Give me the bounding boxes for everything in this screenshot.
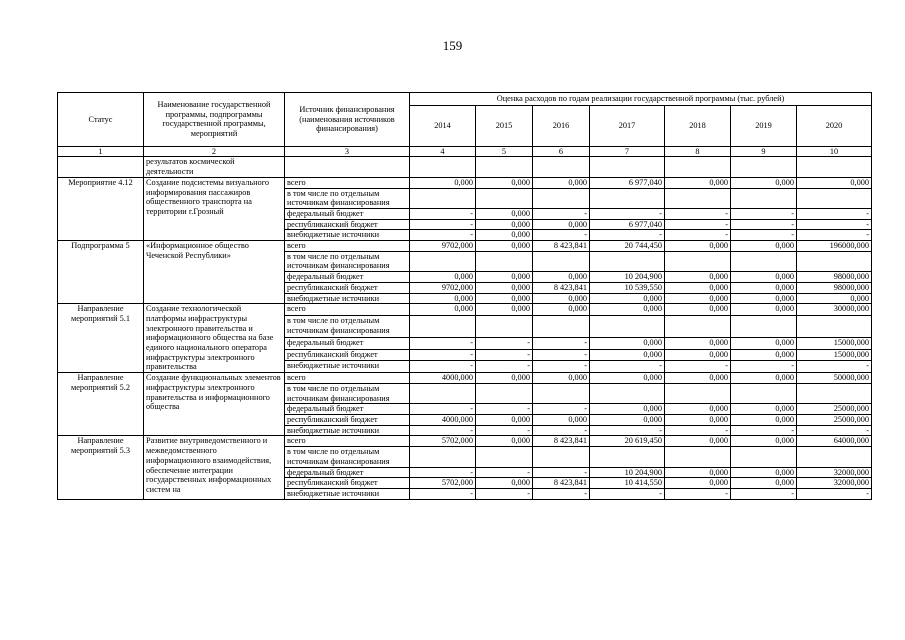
value-cell: 0,000	[533, 219, 590, 230]
source-cell: в том числе по отдельным источникам финансирования	[285, 383, 410, 403]
value-cell: -	[410, 208, 476, 219]
value-cell: -	[533, 404, 590, 415]
value-cell: 0,000	[731, 293, 797, 304]
value-cell	[590, 251, 665, 271]
value-cell: 0,000	[731, 338, 797, 350]
value-cell: 0,000	[731, 404, 797, 415]
status-cell	[58, 157, 144, 177]
value-cell	[731, 251, 797, 271]
value-cell: 0,000	[797, 293, 872, 304]
value-cell	[590, 447, 665, 467]
value-cell: 0,000	[476, 208, 533, 219]
column-number-row	[58, 146, 872, 157]
source-cell: федеральный бюджет	[285, 338, 410, 350]
value-cell: 0,000	[665, 272, 731, 283]
value-cell: 0,000	[731, 349, 797, 361]
source-cell: республиканский бюджет	[285, 219, 410, 230]
header-year: 2020	[797, 105, 872, 146]
column-number: 4	[410, 146, 476, 157]
header-year: 2017	[590, 105, 665, 146]
value-cell: 32000,000	[797, 478, 872, 489]
value-cell: 0,000	[665, 436, 731, 447]
source-cell: федеральный бюджет	[285, 467, 410, 478]
value-cell: 8 423,841	[533, 241, 590, 252]
value-cell: 0,000	[731, 373, 797, 384]
value-cell: -	[797, 208, 872, 219]
value-cell	[533, 188, 590, 208]
value-cell: 0,000	[731, 304, 797, 316]
value-cell: -	[533, 467, 590, 478]
value-cell: 0,000	[476, 219, 533, 230]
value-cell: 8 423,841	[533, 478, 590, 489]
value-cell: -	[665, 208, 731, 219]
source-cell: федеральный бюджет	[285, 404, 410, 415]
source-cell: всего	[285, 436, 410, 447]
value-cell: 10 204,900	[590, 272, 665, 283]
source-cell: федеральный бюджет	[285, 208, 410, 219]
value-cell: -	[797, 361, 872, 373]
value-cell: -	[410, 338, 476, 350]
value-cell	[590, 383, 665, 403]
source-cell: внебюджетные источники	[285, 425, 410, 436]
value-cell	[665, 157, 731, 177]
value-cell: -	[590, 208, 665, 219]
value-cell: 0,000	[476, 414, 533, 425]
value-cell: -	[731, 208, 797, 219]
value-cell: 98000,000	[797, 272, 872, 283]
value-cell: 0,000	[476, 230, 533, 241]
value-cell: 30000,000	[797, 304, 872, 316]
value-cell: 0,000	[476, 282, 533, 293]
value-cell: -	[533, 361, 590, 373]
value-cell: -	[533, 488, 590, 499]
column-number: 5	[476, 146, 533, 157]
source-cell: внебюджетные источники	[285, 230, 410, 241]
value-cell: 0,000	[590, 414, 665, 425]
header-year: 2015	[476, 105, 533, 146]
value-cell: 0,000	[665, 478, 731, 489]
value-cell: 0,000	[533, 373, 590, 384]
header-year: 2014	[410, 105, 476, 146]
value-cell	[731, 157, 797, 177]
value-cell	[797, 188, 872, 208]
value-cell: 9702,000	[410, 241, 476, 252]
value-cell	[476, 383, 533, 403]
source-cell: всего	[285, 177, 410, 188]
table-row	[58, 436, 872, 447]
source-cell: федеральный бюджет	[285, 272, 410, 283]
header-year: 2018	[665, 105, 731, 146]
value-cell: -	[410, 349, 476, 361]
value-cell: -	[476, 425, 533, 436]
value-cell: -	[476, 338, 533, 350]
source-cell: всего	[285, 241, 410, 252]
value-cell	[410, 188, 476, 208]
header-status: Статус	[58, 93, 144, 147]
value-cell: 50000,000	[797, 373, 872, 384]
value-cell: 0,000	[476, 436, 533, 447]
column-number: 8	[665, 146, 731, 157]
value-cell: -	[410, 230, 476, 241]
value-cell	[797, 383, 872, 403]
value-cell: -	[533, 230, 590, 241]
value-cell	[797, 315, 872, 337]
value-cell	[731, 447, 797, 467]
value-cell	[533, 251, 590, 271]
value-cell	[410, 251, 476, 271]
value-cell: -	[533, 338, 590, 350]
value-cell: -	[665, 361, 731, 373]
value-cell: -	[476, 349, 533, 361]
value-cell: 0,000	[410, 272, 476, 283]
value-cell: 0,000	[476, 478, 533, 489]
value-cell: 0,000	[665, 338, 731, 350]
value-cell: 20 619,450	[590, 436, 665, 447]
value-cell	[476, 315, 533, 337]
source-cell: республиканский бюджет	[285, 349, 410, 361]
value-cell	[731, 315, 797, 337]
value-cell: 15000,000	[797, 349, 872, 361]
value-cell: 0,000	[476, 272, 533, 283]
value-cell: 15000,000	[797, 338, 872, 350]
value-cell: 0,000	[731, 272, 797, 283]
value-cell: -	[665, 425, 731, 436]
value-cell: 0,000	[731, 282, 797, 293]
value-cell	[665, 383, 731, 403]
continuation-text: результатов космической деятельности	[144, 157, 285, 177]
column-number: 7	[590, 146, 665, 157]
value-cell: -	[410, 425, 476, 436]
value-cell: 0,000	[533, 177, 590, 188]
column-number: 1	[58, 146, 144, 157]
value-cell	[665, 315, 731, 337]
value-cell: -	[665, 230, 731, 241]
value-cell	[590, 188, 665, 208]
status-cell: Направление мероприятий 5.1	[58, 304, 144, 373]
value-cell: 98000,000	[797, 282, 872, 293]
value-cell: 0,000	[665, 467, 731, 478]
table-body	[58, 146, 872, 499]
activity-name-cell: Создание технологической платформы инфраструктуры электронного правительства и информационного общества на базе единого национального оператора инфраструктуры электронного правительства	[144, 304, 285, 373]
source-cell: внебюджетные источники	[285, 293, 410, 304]
value-cell: 0,000	[731, 241, 797, 252]
value-cell: -	[665, 219, 731, 230]
value-cell: -	[410, 467, 476, 478]
value-cell: 0,000	[476, 241, 533, 252]
value-cell: 0,000	[410, 177, 476, 188]
table-row	[58, 241, 872, 252]
source-cell: республиканский бюджет	[285, 478, 410, 489]
source-cell: в том числе по отдельным источникам финансирования	[285, 251, 410, 271]
header-year: 2019	[731, 105, 797, 146]
source-cell: в том числе по отдельным источникам финансирования	[285, 315, 410, 337]
value-cell: -	[731, 361, 797, 373]
source-cell: республиканский бюджет	[285, 282, 410, 293]
value-cell: -	[410, 219, 476, 230]
value-cell: 0,000	[665, 177, 731, 188]
value-cell: -	[476, 404, 533, 415]
value-cell	[533, 157, 590, 177]
status-cell: Направление мероприятий 5.2	[58, 373, 144, 436]
table-row	[58, 177, 872, 188]
value-cell: -	[590, 488, 665, 499]
status-cell: Направление мероприятий 5.3	[58, 436, 144, 499]
value-cell	[665, 251, 731, 271]
source-cell: в том числе по отдельным источникам финансирования	[285, 447, 410, 467]
continuation-row	[58, 157, 872, 177]
value-cell: 20 744,450	[590, 241, 665, 252]
value-cell: 4000,000	[410, 414, 476, 425]
budget-table	[57, 92, 872, 500]
value-cell	[665, 447, 731, 467]
value-cell: 0,000	[590, 293, 665, 304]
value-cell: 6 977,040	[590, 177, 665, 188]
value-cell: 0,000	[590, 349, 665, 361]
value-cell: 4000,000	[410, 373, 476, 384]
value-cell: -	[476, 467, 533, 478]
value-cell: -	[797, 219, 872, 230]
value-cell: 0,000	[665, 282, 731, 293]
value-cell: 0,000	[665, 304, 731, 316]
value-cell: -	[476, 488, 533, 499]
value-cell: 0,000	[665, 373, 731, 384]
value-cell	[476, 447, 533, 467]
value-cell: -	[533, 425, 590, 436]
table-row	[58, 373, 872, 384]
header-year: 2016	[533, 105, 590, 146]
activity-name-cell: Создание подсистемы визуального информирования пассажиров общественного транспорта на территории г.Грозный	[144, 177, 285, 240]
status-cell: Подпрограмма 5	[58, 241, 144, 304]
value-cell: 0,000	[731, 414, 797, 425]
value-cell: 0,000	[731, 467, 797, 478]
header-name: Наименование государственной программы, подпрограммы государственной программы, мероприятий	[144, 93, 285, 147]
value-cell	[476, 188, 533, 208]
value-cell: 0,000	[665, 241, 731, 252]
source-cell: внебюджетные источники	[285, 488, 410, 499]
value-cell: 0,000	[476, 177, 533, 188]
value-cell: -	[533, 349, 590, 361]
source-cell: всего	[285, 304, 410, 316]
value-cell: 0,000	[476, 304, 533, 316]
value-cell: -	[731, 425, 797, 436]
value-cell	[410, 383, 476, 403]
value-cell	[590, 157, 665, 177]
value-cell: 0,000	[533, 414, 590, 425]
value-cell: -	[590, 425, 665, 436]
value-cell: 0,000	[476, 373, 533, 384]
value-cell	[797, 447, 872, 467]
activity-name-cell: «Информационное общество Чеченской Республики»	[144, 241, 285, 304]
value-cell	[533, 315, 590, 337]
value-cell	[797, 157, 872, 177]
page-number: 159	[442, 38, 463, 53]
value-cell	[590, 315, 665, 337]
value-cell: 9702,000	[410, 282, 476, 293]
value-cell: -	[797, 488, 872, 499]
value-cell: 0,000	[533, 304, 590, 316]
value-cell	[533, 447, 590, 467]
table-row	[58, 304, 872, 316]
value-cell: 0,000	[665, 414, 731, 425]
value-cell: 0,000	[410, 293, 476, 304]
value-cell: -	[476, 361, 533, 373]
value-cell	[731, 188, 797, 208]
source-cell	[285, 157, 410, 177]
value-cell: -	[410, 488, 476, 499]
value-cell: 0,000	[665, 349, 731, 361]
value-cell: 10 204,900	[590, 467, 665, 478]
value-cell: 0,000	[731, 478, 797, 489]
column-number: 6	[533, 146, 590, 157]
value-cell: 0,000	[590, 338, 665, 350]
source-cell: внебюджетные источники	[285, 361, 410, 373]
value-cell: 0,000	[410, 304, 476, 316]
value-cell	[476, 157, 533, 177]
value-cell: -	[731, 488, 797, 499]
value-cell: -	[533, 208, 590, 219]
value-cell	[476, 251, 533, 271]
value-cell	[410, 447, 476, 467]
value-cell	[410, 315, 476, 337]
header-estimate: Оценка расходов по годам реализации государственной программы (тыс. рублей)	[410, 93, 872, 106]
value-cell: 32000,000	[797, 467, 872, 478]
value-cell: 8 423,841	[533, 282, 590, 293]
value-cell: 0,000	[533, 272, 590, 283]
value-cell: 0,000	[731, 177, 797, 188]
value-cell: -	[410, 404, 476, 415]
activity-name-cell: Создание функциональных элементов инфраструктуры электронного правительства и информационного общества	[144, 373, 285, 436]
value-cell: 10 539,550	[590, 282, 665, 293]
value-cell: 64000,000	[797, 436, 872, 447]
column-number: 2	[144, 146, 285, 157]
activity-name-cell: Развитие внутриведомственного и межведомственного информационного взаимодействия, обеспечение интеграции государственных информационных систем на	[144, 436, 285, 499]
column-number: 3	[285, 146, 410, 157]
value-cell: -	[731, 219, 797, 230]
source-cell: в том числе по отдельным источникам финансирования	[285, 188, 410, 208]
source-cell: республиканский бюджет	[285, 414, 410, 425]
value-cell	[797, 251, 872, 271]
value-cell: 0,000	[797, 177, 872, 188]
value-cell: 0,000	[590, 304, 665, 316]
value-cell: 5702,000	[410, 478, 476, 489]
value-cell	[665, 188, 731, 208]
value-cell: -	[797, 425, 872, 436]
value-cell: -	[731, 230, 797, 241]
value-cell: 0,000	[731, 436, 797, 447]
value-cell: 10 414,550	[590, 478, 665, 489]
value-cell: 5702,000	[410, 436, 476, 447]
value-cell: 0,000	[533, 293, 590, 304]
value-cell: 0,000	[590, 373, 665, 384]
value-cell: -	[590, 361, 665, 373]
column-number: 10	[797, 146, 872, 157]
value-cell	[731, 383, 797, 403]
value-cell: -	[410, 361, 476, 373]
status-cell: Мероприятие 4.12	[58, 177, 144, 240]
value-cell	[533, 383, 590, 403]
value-cell: 25000,000	[797, 404, 872, 415]
value-cell: 8 423,841	[533, 436, 590, 447]
value-cell	[410, 157, 476, 177]
value-cell: 6 977,040	[590, 219, 665, 230]
value-cell: -	[665, 488, 731, 499]
value-cell: 0,000	[476, 293, 533, 304]
header-source: Источник финансирования (наименования источников финансирования)	[285, 93, 410, 147]
value-cell: 25000,000	[797, 414, 872, 425]
value-cell: -	[590, 230, 665, 241]
value-cell: 0,000	[665, 293, 731, 304]
value-cell: 0,000	[665, 404, 731, 415]
value-cell: 196000,000	[797, 241, 872, 252]
value-cell: 0,000	[590, 404, 665, 415]
value-cell: -	[797, 230, 872, 241]
column-number: 9	[731, 146, 797, 157]
source-cell: всего	[285, 373, 410, 384]
